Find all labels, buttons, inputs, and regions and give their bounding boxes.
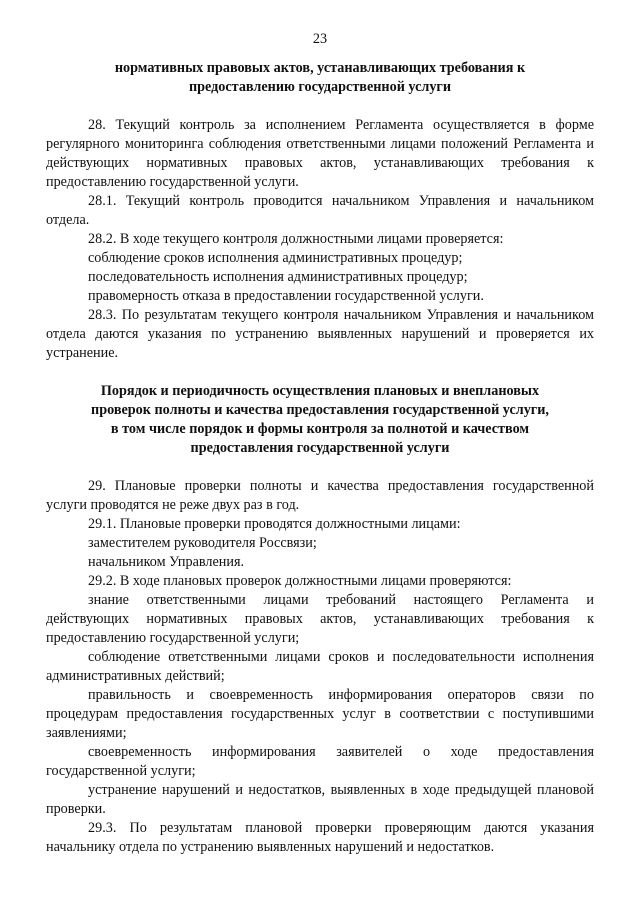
list-item: правомерность отказа в предоставлении государственной услуги. [88, 288, 484, 304]
paragraph-28-1: 28.1. Текущий контроль проводится начальником Управления и начальником отдела. [46, 193, 594, 228]
section-planned-checks [46, 477, 594, 857]
list-item: своевременность информирования заявителей о ходе предоставления государственной услуги; [46, 744, 594, 779]
paragraph-28-3: 28.3. По результатам текущего контроля начальником Управления и начальником отдела даются указания по устранению выявленных нарушений и проверяется их устранение. [46, 307, 594, 361]
heading-line: проверок полноты и качества предоставления государственной услуги, [91, 402, 549, 418]
list-item: начальником Управления. [88, 554, 245, 570]
list-item: устранение нарушений и недостатков, выявленных в ходе предыдущей плановой проверки. [46, 782, 594, 817]
section-current-control [46, 116, 594, 363]
list-item: соблюдение ответственными лицами сроков и последовательности исполнения административных действий; [46, 649, 594, 684]
paragraph-29-3: 29.3. По результатам плановой проверки проверяющим даются указания начальнику отдела по устранению выявленных нарушений и недостатков. [46, 820, 594, 855]
list-item: знание ответственными лицами требований настоящего Регламента и действующих нормативных правовых актов, устанавливающих требования к предоставлению государственной услуги; [46, 592, 594, 646]
section-heading-planned-checks [46, 382, 594, 458]
list-item: соблюдение сроков исполнения административных процедур; [88, 250, 463, 266]
heading-line: нормативных правовых актов, устанавливающих требования к [114, 60, 526, 76]
list-item: заместителем руководителя Россвязи; [88, 535, 317, 551]
heading-line: предоставления государственной услуги [190, 440, 450, 456]
heading-line: предоставлению государственной услуги [188, 79, 452, 95]
paragraph-28-2: 28.2. В ходе текущего контроля должностными лицами проверяется: [88, 231, 504, 247]
page-number: 23 [312, 31, 328, 47]
heading-line: Порядок и периодичность осуществления плановых и внеплановых [100, 383, 540, 399]
document-page [46, 30, 594, 857]
list-item: правильность и своевременность информирования операторов связи по процедурам предоставления государственных услуг в соответствии с поступившими заявлениями; [46, 687, 594, 741]
paragraph-29: 29. Плановые проверки полноты и качества предоставления государственной услуги проводятся не реже двух раз в год. [46, 478, 594, 513]
paragraph-29-2: 29.2. В ходе плановых проверок должностными лицами проверяются: [88, 573, 512, 589]
section-heading-regulatory [46, 59, 594, 97]
heading-line: в том числе порядок и формы контроля за полнотой и качеством [110, 421, 530, 437]
list-item: последовательность исполнения административных процедур; [88, 269, 468, 285]
paragraph-29-1: 29.1. Плановые проверки проводятся должностными лицами: [88, 516, 461, 532]
paragraph-28: 28. Текущий контроль за исполнением Регламента осуществляется в форме регулярного мониторинга соблюдения ответственными лицами положений Регламента и действующих нормативных правовых актов, устанавливающих требования к предоставлению государственной услуги. [46, 117, 594, 190]
